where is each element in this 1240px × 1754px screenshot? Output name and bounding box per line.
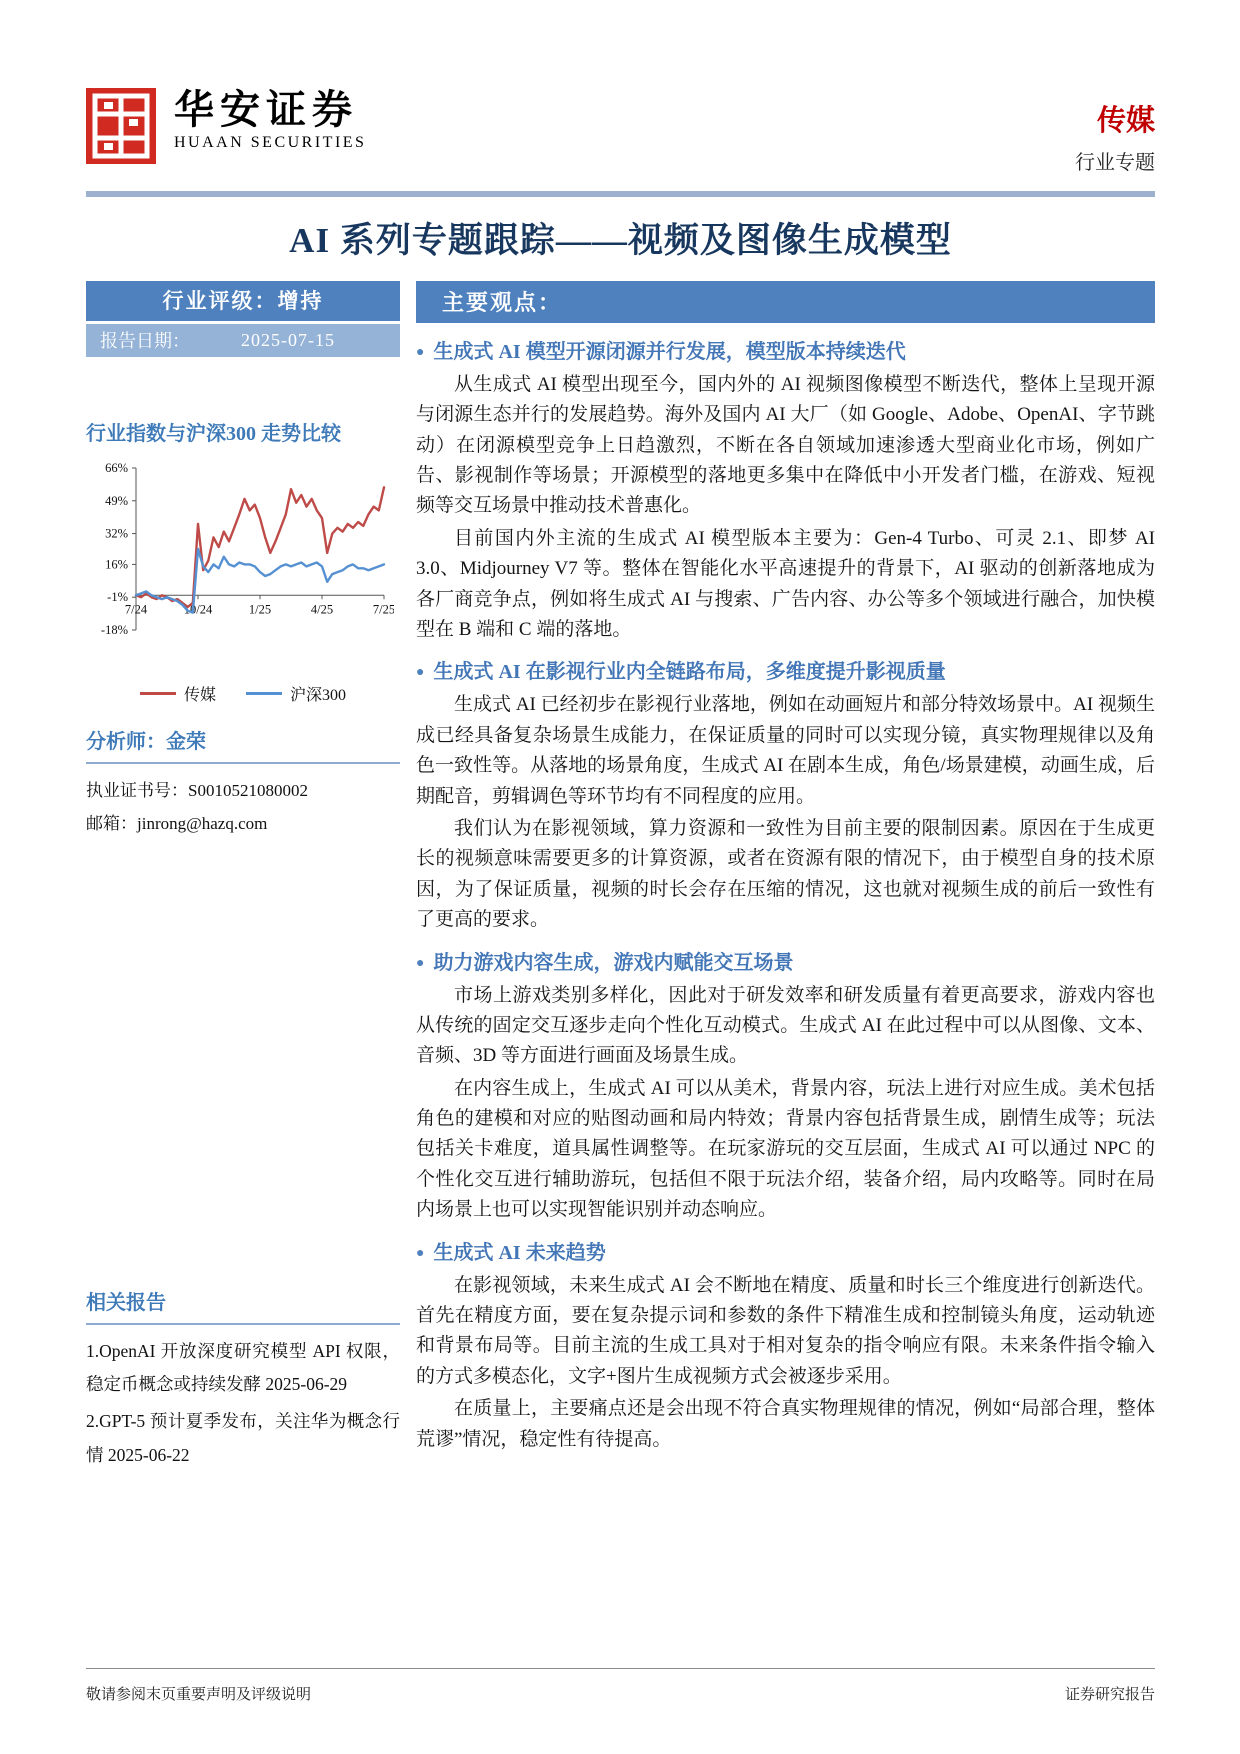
footer-report-type: 证券研究报告: [1064, 1687, 1155, 1703]
report-date-bar: [86, 324, 400, 357]
section-heading: [416, 946, 1155, 975]
section-heading: [416, 335, 1155, 364]
y-axis-tick-label: -18%: [100, 622, 128, 637]
header-divider: [86, 191, 1155, 197]
related-reports-list: [86, 1335, 400, 1472]
related-report-item: 1.OpenAI 开放深度研究模型 API 权限，稳定币概念或持续发酵 2025-06-29: [86, 1340, 400, 1395]
legend-item: [246, 682, 346, 705]
page-title: AI 系列专题跟踪——视频及图像生成模型: [289, 220, 952, 260]
main-content: [416, 281, 1155, 1457]
brand-block: [86, 88, 366, 166]
y-axis-tick-label: 16%: [105, 557, 128, 572]
analyst-label: 分析师：金荣: [86, 725, 400, 764]
body-paragraph: 生成式 AI 已经初步在影视行业落地，例如在动画短片和部分特效场景中。AI 视频生成已经具备复杂场景生成能力，在保证质量的同时可以实现分镜，真实物理规律以及角色一致性等。从落地的场景角度，生成式 AI 在剧本生成，角色/场景建模，动画生成，后期配音，剪辑调色等环节均有不同程度的应用。: [416, 694, 1155, 807]
y-axis-tick-label: -1%: [107, 590, 128, 605]
body-paragraph: 我们认为在影视领域，算力资源和一致性为目前主要的限制因素。原因在于生成更长的视频意味需要更多的计算资源，或者在资源有限的情况下，由于模型自身的技术原因，为了保证质量，视频的时长会存在压缩的情况，这也就对视频生成的前后一致性有了更高的要求。: [416, 817, 1155, 931]
chart-title: 行业指数与沪深300 走势比较: [86, 422, 341, 445]
y-axis-tick-label: 66%: [105, 460, 128, 475]
email-value: jinrong@hazq.com: [137, 813, 268, 833]
legend-label: 沪深300: [290, 686, 347, 704]
body-paragraph: 从生成式 AI 模型出现至今，国内外的 AI 视频图像模型不断迭代，整体上呈现开源与闭源生态并行的发展趋势。海外及国内 AI 大厂（如 Google、Adobe、OpenAI、字节跳动）在闭源模型竞争上日趋激烈，不断在各自领域加速渗透大型商业化市场，例如广告、影视制作等场景；开源模型的落地更多集中在降低中小开发者门槛，在游戏、短视频等交互场景中推动技术普惠化。: [416, 373, 1155, 517]
section-heading-text: 生成式 AI 未来趋势: [433, 1241, 606, 1264]
bullet-icon: ●: [416, 1245, 425, 1261]
related-reports-title: 相关报告: [86, 1286, 400, 1325]
body-paragraph: 在影视领域，未来生成式 AI 会不断地在精度、质量和时长三个维度进行创新迭代。首先在精度方面，要在复杂提示词和参数的条件下精准生成和控制镜头角度，运动轨迹和背景布局等。目前主流的生成工具对于相对复杂的指令响应有限。未来条件指令输入的方式多模态化，文字+图片生成视频方式会被逐步采用。: [416, 1274, 1155, 1387]
sector-block: [1075, 88, 1155, 175]
x-axis-tick-label: 4/25: [310, 602, 334, 617]
bullet-icon: ●: [416, 344, 425, 360]
section-heading-text: 生成式 AI 模型开源闭源并行发展，模型版本持续迭代: [433, 340, 906, 363]
legend-swatch: [246, 692, 282, 695]
brand-name-en: HUAAN SECURITIES: [174, 134, 367, 151]
y-axis-tick-label: 49%: [105, 493, 128, 508]
x-axis-tick-label: 10/24: [183, 602, 213, 617]
analyst-cert-number: 执业证书号：S0010521080002: [86, 780, 308, 800]
report-date-label: 报告日期：: [100, 331, 190, 352]
brand-name-cn: 华安证券: [174, 87, 358, 132]
bullet-icon: ●: [416, 955, 425, 971]
legend-swatch: [140, 692, 176, 695]
x-axis-tick-label: 7/24: [124, 602, 148, 617]
sector-tag: 传媒: [1096, 105, 1155, 137]
section-heading: [416, 655, 1155, 684]
section-heading-text: 生成式 AI 在影视行业内全链路布局，多维度提升影视质量: [433, 661, 946, 684]
report-header: [86, 88, 1155, 175]
body-paragraph: 在内容生成上，生成式 AI 可以从美术，背景内容，玩法上进行对应生成。美术包括角色的建模和对应的贴图动画和局内特效；背景内容包括背景生成，剧情生成等；玩法包括关卡难度，道具属性调整等。在玩家游玩的交互层面，生成式 AI 可以通过 NPC 的个性化交互进行辅助游玩，包括但不限于玩法介绍，装备介绍，局内攻略等。同时在局内场景上也可以实现智能识别并动态响应。: [416, 1077, 1155, 1221]
report-type-label: 行业专题: [1075, 151, 1155, 174]
related-report-item: 2.GPT-5 预计夏季发布，关注华为概念行情 2025-06-22: [86, 1411, 400, 1465]
analyst-email: [86, 809, 400, 834]
y-axis-tick-label: 32%: [105, 526, 128, 541]
chart-legend: [86, 682, 400, 705]
x-axis-tick-label: 1/25: [248, 602, 272, 617]
page-footer: [86, 1668, 1155, 1704]
legend-label: 传媒: [183, 686, 216, 704]
report-date-value: 2025-07-15: [241, 329, 335, 350]
key-points-bar: 主要观点：: [416, 281, 1155, 323]
email-label: 邮箱：: [86, 813, 137, 833]
body-paragraph: 目前国内外主流的生成式 AI 模型版本主要为：Gen-4 Turbo、可灵 2.1、即梦 AI 3.0、Midjourney V7 等。整体在智能化水平高速提升的背景下，AI 驱动的创新落地成为各厂商竞争点，例如将生成式 AI 与搜索、广告内容、办公等多个领域进行融合，加快模型在 B 端和 C 端的落地。: [416, 527, 1155, 641]
x-axis-tick-label: 7/25: [372, 602, 394, 617]
series-line-传媒: [136, 487, 384, 607]
rating-bar: 行业评级：增持: [86, 281, 400, 321]
report-page: [86, 88, 1155, 1476]
legend-item: [140, 682, 216, 705]
body-paragraph: 市场上游戏类别多样化，因此对于研发效率和研发质量有着更高要求，游戏内容也从传统的固定交互逐步走向个性化互动模式。生成式 AI 在此过程中可以从图像、文本、音频、3D 等方面进行画面及场景生成。: [416, 984, 1155, 1067]
sidebar: [86, 281, 400, 1476]
huaan-logo-icon: [86, 88, 160, 166]
sections-container: [416, 335, 1155, 1455]
trend-chart: [86, 458, 394, 673]
section-heading: [416, 1236, 1155, 1265]
section-heading-text: 助力游戏内容生成，游戏内赋能交互场景: [433, 951, 794, 974]
bullet-icon: ●: [416, 665, 425, 681]
trend-chart-container: [86, 458, 400, 705]
footer-disclaimer: 敬请参阅末页重要声明及评级说明: [86, 1687, 312, 1703]
body-paragraph: 在质量上，主要痛点还是会出现不符合真实物理规律的情况，例如“局部合理，整体荒谬”情况，稳定性有待提高。: [416, 1398, 1155, 1450]
